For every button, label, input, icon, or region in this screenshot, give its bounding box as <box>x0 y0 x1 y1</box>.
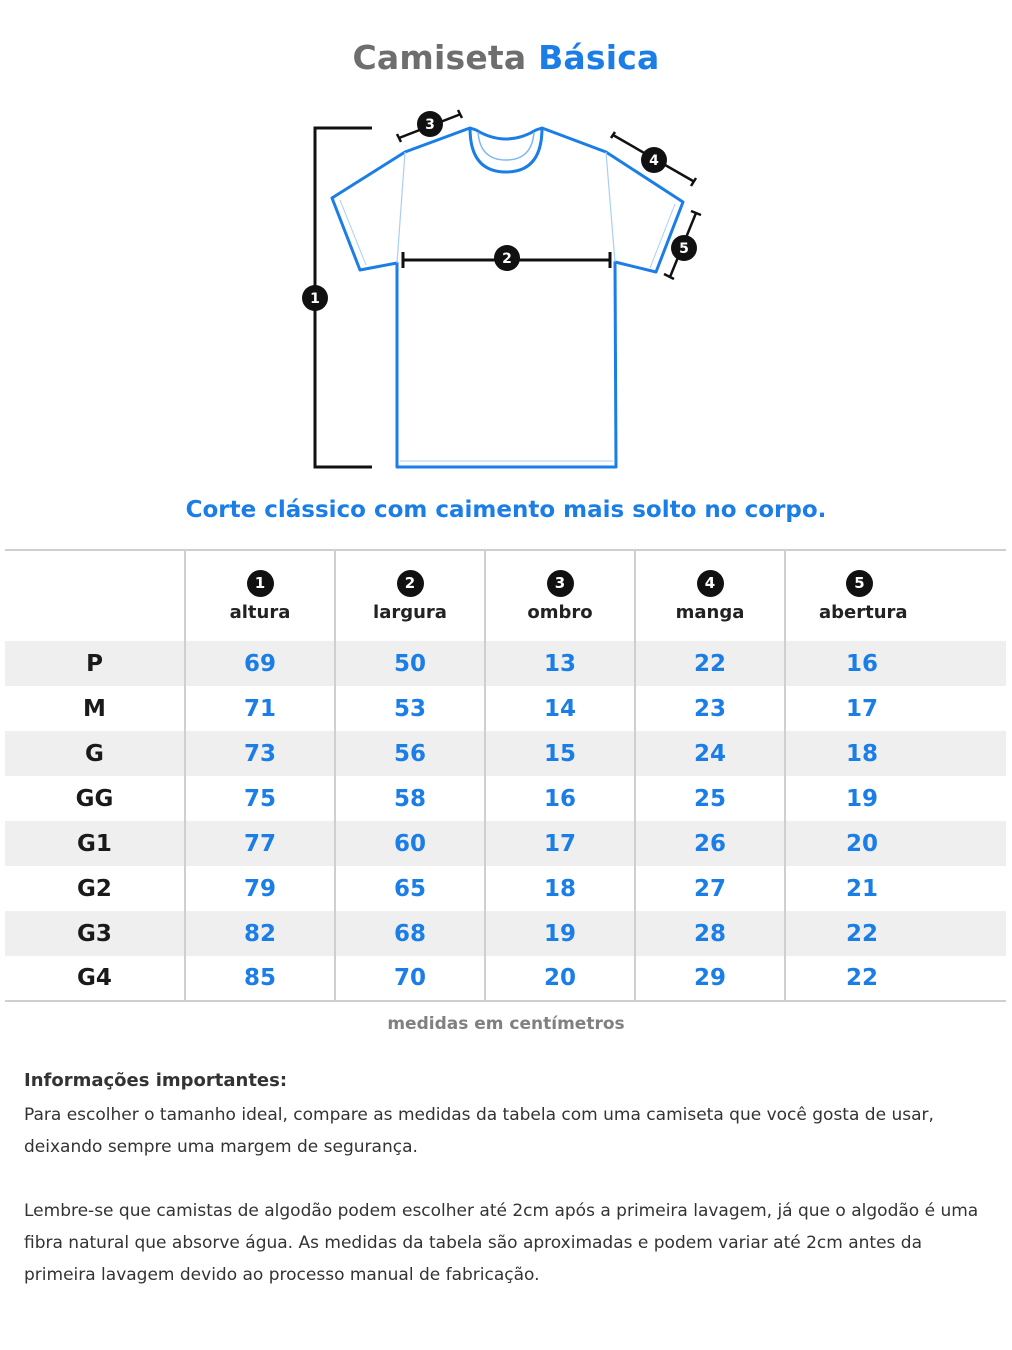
cell-abertura: 22 <box>785 911 1006 956</box>
tshirt-outline <box>332 128 683 467</box>
marker-2 <box>494 245 520 271</box>
info-paragraph-2: Lembre-se que camistas de algodão podem escolher até 2cm após a primeira lavagem, já que o algodão é uma fibra natural que absorve água. As medidas da tabela são aproximadas e podem variar até 2cm antes da primeira lavagem devido ao processo manual de fabricação. <box>24 1201 979 1285</box>
svg-text:5: 5 <box>679 241 689 257</box>
cell-abertura: 21 <box>785 866 1006 911</box>
cell-abertura: 17 <box>785 686 1006 731</box>
header-manga <box>635 550 785 641</box>
column-label: manga <box>675 601 745 623</box>
cell-manga: 27 <box>635 866 785 911</box>
cell-manga: 25 <box>635 776 785 821</box>
cell-largura: 58 <box>335 776 485 821</box>
cell-manga: 23 <box>635 686 785 731</box>
unit-note: medidas em centímetros <box>387 1014 625 1034</box>
cell-largura: 56 <box>335 731 485 776</box>
table-row <box>5 776 1006 821</box>
svg-text:2: 2 <box>502 251 512 267</box>
column-number-badge: 2 <box>397 570 424 597</box>
cell-altura: 77 <box>185 821 335 866</box>
cell-largura: 50 <box>335 641 485 686</box>
table-header-row <box>5 550 1006 641</box>
column-label: abertura <box>819 601 908 623</box>
cell-manga: 28 <box>635 911 785 956</box>
size-label: P <box>86 650 103 677</box>
cell-largura: 60 <box>335 821 485 866</box>
title-part-1: Camiseta <box>352 38 527 77</box>
header-abertura <box>785 550 1006 641</box>
cell-altura: 79 <box>185 866 335 911</box>
header-largura <box>335 550 485 641</box>
cell-manga: 22 <box>635 641 785 686</box>
column-number-badge: 4 <box>697 570 724 597</box>
svg-text:3: 3 <box>425 117 435 133</box>
size-label: G1 <box>77 830 112 857</box>
tshirt-measurement-diagram <box>0 100 1012 490</box>
size-table <box>5 549 1006 1002</box>
important-info-section <box>24 1070 994 1323</box>
cell-ombro: 15 <box>485 731 635 776</box>
cell-ombro: 14 <box>485 686 635 731</box>
column-number-badge: 1 <box>247 570 274 597</box>
size-label: G <box>85 740 104 767</box>
cell-manga: 29 <box>635 956 785 1001</box>
svg-text:1: 1 <box>310 291 320 307</box>
table-row <box>5 641 1006 686</box>
size-label: M <box>83 695 106 722</box>
header-empty-cell <box>5 550 185 641</box>
column-label: largura <box>373 601 447 623</box>
info-heading: Informações importantes: <box>24 1070 288 1091</box>
table-row <box>5 866 1006 911</box>
column-label: altura <box>229 601 291 623</box>
cell-abertura: 20 <box>785 821 1006 866</box>
cell-altura: 82 <box>185 911 335 956</box>
title-part-2: Básica <box>538 38 660 77</box>
cell-largura: 53 <box>335 686 485 731</box>
cell-altura: 75 <box>185 776 335 821</box>
column-label: ombro <box>527 601 593 623</box>
cell-ombro: 16 <box>485 776 635 821</box>
table-row <box>5 686 1006 731</box>
svg-text:4: 4 <box>649 153 659 169</box>
cell-altura: 73 <box>185 731 335 776</box>
size-table-body <box>5 641 1006 1001</box>
cell-ombro: 19 <box>485 911 635 956</box>
size-label: G2 <box>77 875 112 902</box>
cell-abertura: 18 <box>785 731 1006 776</box>
page-title <box>0 38 1012 77</box>
cell-abertura: 16 <box>785 641 1006 686</box>
header-altura <box>185 550 335 641</box>
table-row <box>5 731 1006 776</box>
column-number-badge: 5 <box>846 570 873 597</box>
cell-abertura: 22 <box>785 956 1006 1001</box>
cell-altura: 85 <box>185 956 335 1001</box>
table-row <box>5 956 1006 1001</box>
cell-ombro: 17 <box>485 821 635 866</box>
marker-5 <box>671 235 697 261</box>
cell-manga: 26 <box>635 821 785 866</box>
cell-largura: 70 <box>335 956 485 1001</box>
table-row <box>5 911 1006 956</box>
cell-altura: 69 <box>185 641 335 686</box>
header-ombro <box>485 550 635 641</box>
cell-abertura: 19 <box>785 776 1006 821</box>
cell-ombro: 13 <box>485 641 635 686</box>
fit-description: Corte clássico com caimento mais solto no corpo. <box>185 497 827 523</box>
cell-largura: 68 <box>335 911 485 956</box>
cell-ombro: 18 <box>485 866 635 911</box>
column-number-badge: 3 <box>547 570 574 597</box>
info-paragraph-1: Para escolher o tamanho ideal, compare as medidas da tabela com uma camiseta que você gosta de usar, deixando sempre uma margem de segurança. <box>24 1105 934 1157</box>
cell-altura: 71 <box>185 686 335 731</box>
tshirt-collar <box>470 128 542 172</box>
marker-4 <box>641 147 667 173</box>
cell-ombro: 20 <box>485 956 635 1001</box>
marker-3 <box>417 111 443 137</box>
cell-manga: 24 <box>635 731 785 776</box>
table-row <box>5 821 1006 866</box>
size-label: G4 <box>77 965 112 991</box>
size-label: GG <box>75 785 114 812</box>
size-label: G3 <box>77 920 112 947</box>
marker-1 <box>302 285 328 311</box>
cell-largura: 65 <box>335 866 485 911</box>
